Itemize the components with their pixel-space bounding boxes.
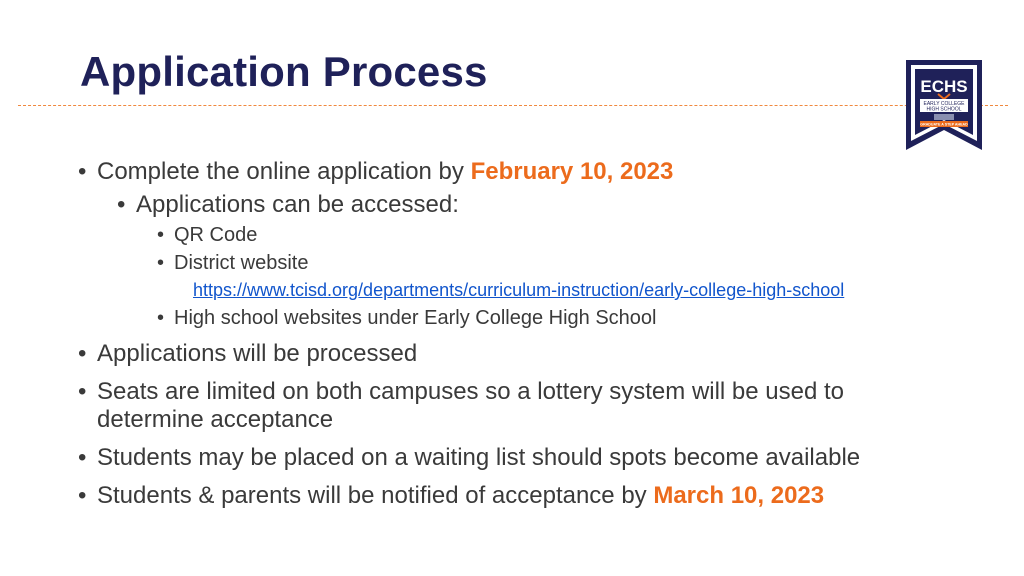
page-title: Application Process: [80, 48, 488, 95]
list-item: [97, 158, 673, 186]
logo-line1: EARLY COLLEGE: [923, 101, 965, 107]
logo-line2: HIGH SCHOOL: [926, 106, 962, 113]
list-item: Applications will be processed: [97, 340, 418, 367]
bullet-dot: •: [78, 482, 87, 509]
list-item: District website: [174, 252, 309, 274]
list-item: High school websites under Early College High School: [174, 307, 657, 329]
bullet-text: Students & parents will be notified of acceptance by: [97, 482, 654, 509]
notification-date: March 10, 2023: [653, 482, 825, 509]
district-website-link[interactable]: https://www.tcisd.org/departments/curriculum-instruction/early-college-high-school: [193, 280, 845, 300]
bullet-dot: •: [157, 307, 165, 329]
list-item: Students may be placed on a waiting list should spots become available: [97, 444, 861, 471]
deadline-date: February 10, 2023: [470, 158, 674, 185]
bullet-dot: •: [78, 158, 87, 185]
bullet-dot: •: [78, 340, 87, 367]
bullet-text: Complete the online application by: [97, 158, 471, 185]
bullet-dot: •: [117, 191, 126, 218]
list-item: [97, 482, 824, 510]
bullet-dot: •: [157, 224, 165, 246]
bullet-dot: •: [157, 252, 165, 274]
bullet-dot: •: [78, 444, 87, 471]
list-item-continuation: determine acceptance: [97, 406, 334, 433]
list-item: Seats are limited on both campuses so a lottery system will be used to: [97, 378, 845, 405]
logo-ribbon-text: GRADUATE A STEP AHEAD: [920, 122, 968, 127]
bullet-dot: •: [78, 378, 87, 405]
list-item: Applications can be accessed:: [136, 191, 459, 218]
list-item: QR Code: [174, 224, 258, 246]
logo-main-text: ECHS: [920, 77, 968, 96]
